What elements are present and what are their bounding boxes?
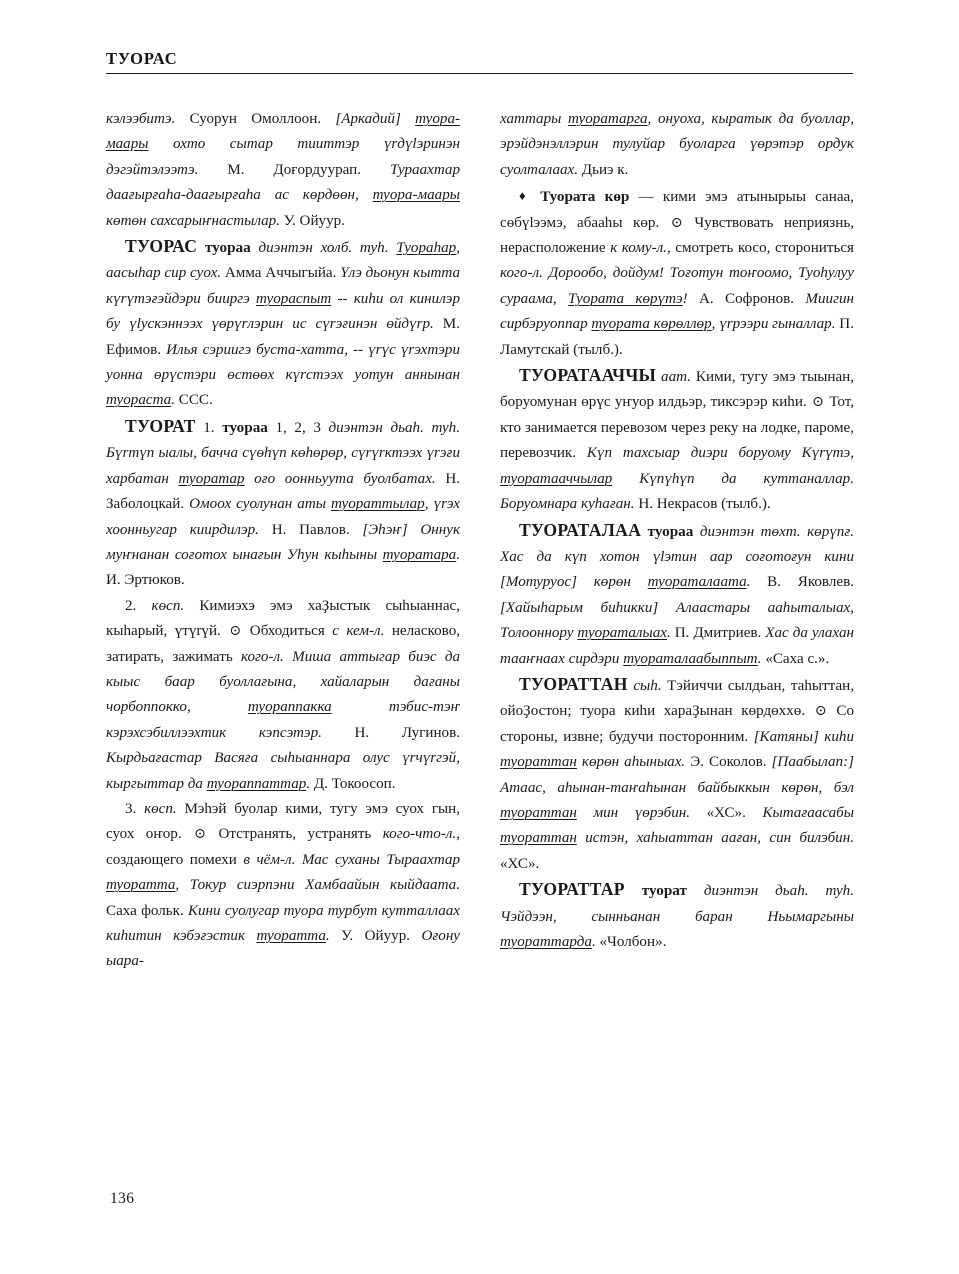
text-run: , онуоха, кыратык да буоллар, эрэйдэнэллэрин тулуйар буоларга үөрэтэр ордук суолталаах. xyxy=(500,111,855,178)
text-run: [Паабылап:] Атаас, аһынан-таҥаһынан байбыккын көрөн, бэл xyxy=(500,754,854,796)
text-run: — кими эмэ атынырыы санаа, сөбүlээмэ, абааһы көр. xyxy=(500,189,854,231)
keyword: туораттылар xyxy=(330,496,425,513)
text-run: көрөн аһыныах. xyxy=(576,754,691,771)
keyword: туораталаата xyxy=(647,574,747,591)
text-run: Амма Аччыгыйа. xyxy=(224,265,341,282)
left-column xyxy=(106,107,460,1177)
text-run: 1. xyxy=(195,419,223,436)
keyword: туоратара xyxy=(382,546,457,563)
text-run: Хас да улахан тааҥнаах сирдэри xyxy=(500,625,854,667)
text-run: Дьиэ к. xyxy=(581,161,629,178)
text-run: Н. Лугинов. xyxy=(354,724,460,741)
text-run: көтөн сахсарыҥнастылар. xyxy=(106,212,284,229)
text-run: кого-л. Дорообо, дойдум! Тоғотун тоҥоомо, Туоһулуу сураама, xyxy=(500,265,854,307)
text-run: «Чолбон». xyxy=(599,934,667,950)
reference-form: туораа xyxy=(641,522,694,540)
text-run: [Катяны] киһи xyxy=(753,728,854,745)
text-run: истэн, хаһыаттан ааған, син билэбин. xyxy=(576,830,854,847)
text-run: Н. Некрасов (тылб.). xyxy=(638,496,771,513)
body-columns xyxy=(106,107,854,1177)
text-run: , смотреть косо, сторониться xyxy=(666,240,854,257)
text-run: Күn тахсыар диэри боруому Күrүmэ, xyxy=(586,445,854,462)
text-run: 1, 2, 3 xyxy=(267,419,329,436)
text-run: [Эһэҥ] Оннук муҥнанан соғотох ынағын Уһун кыһыны xyxy=(106,521,461,563)
keyword: туораспыт xyxy=(256,290,332,307)
translation-marker-icon: ⊙ xyxy=(194,826,207,843)
text-run: Мэһэй буолар кими, тугу эмэ суох гын, суох оҥор. xyxy=(106,800,461,843)
right-column xyxy=(500,107,854,1177)
text-run: тэбис-тэҥ кэрэхсэбиллээхтик кэпсэтэр. xyxy=(106,699,460,741)
reference-form: туорат xyxy=(624,882,687,900)
text-run: оғо оонньуута буолбатах. xyxy=(244,470,446,487)
headword: ТУОРАТТАН xyxy=(519,673,628,694)
text-run: . xyxy=(666,625,675,642)
text-run: У. Ойуур. xyxy=(341,928,422,944)
text-run: , Токур сиэрпэни Хамбаайын кыйдаата. xyxy=(175,877,460,894)
keyword: Туората көрүmэ xyxy=(568,290,683,307)
text-run: Кимиэхэ эмэ хаҘыстык сыһыаннас, кыһарый, үтүrүй. xyxy=(106,597,460,640)
reference-form: Туората көр xyxy=(531,188,630,206)
text-run: П. Ламутскай (тылб.). xyxy=(500,316,854,358)
text-run: Д. Токоосоп. xyxy=(313,775,396,792)
entry-tuorat-sense-2 xyxy=(106,594,460,797)
text-run: аат. xyxy=(656,369,696,386)
text-run: Чувствовать неприязнь, нерасположение xyxy=(500,214,854,257)
keyword: туоратта xyxy=(106,877,176,894)
keyword: туората көрөллөр xyxy=(591,316,712,333)
text-run: Н. Павлов. xyxy=(271,521,363,538)
text-run: кэлээбитэ. xyxy=(106,111,190,127)
translation-marker-icon: ⊙ xyxy=(670,214,683,231)
keyword: туораттан xyxy=(500,830,577,847)
phrase-tuorata-kor xyxy=(500,183,854,363)
text-run: «ХС». xyxy=(500,855,540,872)
translation-marker-icon: ⊙ xyxy=(229,623,242,640)
text-run: сыһ. xyxy=(627,677,668,694)
phraseology-marker-icon: ♦ xyxy=(519,188,532,204)
text-run: Миигин сирбэруоппар xyxy=(500,290,854,333)
text-run: диэнтэн дьаһ. туһ. Бүrтүn ыалы, бачча сүөһүn көһөрөр, сүrүrктээх үrэғи харбатан xyxy=(106,419,460,487)
text-run: , аасыһар сир суох. xyxy=(106,240,460,282)
text-run: Обходиться xyxy=(242,623,333,640)
text-run: Оғону ыара- xyxy=(106,928,461,970)
text-run: , үrэх хоонньугар киирдилэр. xyxy=(106,496,460,538)
text-run: кого-л. Миша аттыгар биэс да кыыс баар буоллағына, хайаларын дағаны чорбоппокко, xyxy=(106,648,460,716)
text-run: к кому-л. xyxy=(610,240,667,257)
text-run: Омоох суолунан аты xyxy=(189,496,331,513)
text-run: М. Доғордуурап. xyxy=(227,161,390,178)
text-run: . xyxy=(456,546,460,563)
carryover-paragraph xyxy=(106,107,460,234)
entry-tuorat-sense-3 xyxy=(106,797,460,975)
translation-marker-icon: ⊙ xyxy=(811,394,825,411)
text-run: , создающего помехи xyxy=(106,826,460,868)
text-run: диэнтэн холб. туһ. xyxy=(250,240,397,257)
text-run: көсп. xyxy=(151,597,200,614)
text-run: [Аркадий] xyxy=(335,111,416,127)
text-run: А. Софронов. xyxy=(699,290,806,307)
entry-tuorattar xyxy=(500,877,854,955)
text-run: Илья сэриигэ буста-хатта, -- үrүc үrэхтэри уонна өрүcтэри өстөөх күrстээх уотун аннынан xyxy=(106,341,460,384)
keyword: туораппакка xyxy=(247,699,332,716)
text-run: . xyxy=(757,650,766,667)
text-run: в чём-л. Мас суханы Тыраахтар xyxy=(243,851,460,868)
keyword: туора-маары xyxy=(106,111,461,153)
text-run: Тэйиччи сылдьан, таһыттан, ойоҘостон; туора киһи хараҘынан көрдөххө. xyxy=(500,677,854,720)
text-run: Э. Соколов. xyxy=(690,754,772,771)
text-run: ССС. xyxy=(178,392,213,409)
text-run: Саха фольк. xyxy=(106,902,188,919)
keyword: туораппаттар xyxy=(206,775,307,792)
text-run: Н. Заболоцкай. xyxy=(106,470,460,513)
keyword: туоратар xyxy=(178,470,245,487)
text-run: -- киһи ол кинилэр бу үlускэннээх үөрүrлэрин ис сүrэғинэн өйдүrр. xyxy=(106,290,460,333)
keyword: туоратта xyxy=(256,928,326,944)
carryover-paragraph xyxy=(500,107,854,183)
text-run: Суорун Омоллоон. xyxy=(189,111,336,127)
text-run: . xyxy=(746,574,768,591)
headword: ТУОРАС xyxy=(125,236,198,257)
text-run: 2. xyxy=(125,597,152,614)
running-head xyxy=(106,50,853,74)
keyword: туораталаабыппыт xyxy=(623,650,758,667)
text-run: кого-что-л. xyxy=(382,826,457,843)
text-run: Тураахтар даағырғаһа-даағырғаһа ас көрдөөн, xyxy=(106,161,461,204)
headword: ТУОРАТ xyxy=(125,415,196,436)
text-run: [Хайыһарым биһикки] Алаастары ааһыталыах, Толооннору xyxy=(500,599,854,642)
running-head-rule xyxy=(106,73,853,74)
keyword: туораста xyxy=(106,392,172,409)
text-run: . xyxy=(306,775,314,792)
text-run: «Саха с.». xyxy=(765,650,830,667)
translation-marker-icon: ⊙ xyxy=(814,703,827,720)
text-run: Тот, кто занимается перевозом через реку на лодке, пароме, перевозчик. xyxy=(500,394,854,462)
text-run: У. Ойуур. xyxy=(283,212,345,229)
entry-tuorat-sense-1 xyxy=(106,414,460,594)
text-run: Отстранять, устранять xyxy=(207,826,383,843)
text-run: Күnүhүn да куттаналлар. Боруомнара куһаған. xyxy=(500,470,854,513)
text-run: Үлэ дьонун кытта күrүmэғэйдэри бииргэ xyxy=(106,265,460,307)
text-run: Кытағаасабы xyxy=(762,804,854,821)
text-run: Со стороны, извне; будучи посторонним. xyxy=(500,703,854,745)
text-run: диэнтэн дьаһ. туһ. Чэйдээн, сынньанан баран Ньымаргыны xyxy=(500,883,854,925)
entry-tuoras xyxy=(106,234,460,414)
text-run: Кырдьағастар Васяға сыһыаннара олус үrчүrгэй, кыргыттар да xyxy=(106,750,460,792)
entry-tuoratalaa xyxy=(500,518,854,672)
entry-tuorataachchy xyxy=(500,363,854,517)
keyword: туора-маары xyxy=(372,187,460,204)
text-run: . xyxy=(591,934,600,950)
keyword: туоратарга xyxy=(568,111,648,127)
text-run: П. Дмитриев. xyxy=(674,625,766,642)
headword: ТУОРАТААЧЧЫ xyxy=(519,365,657,386)
text-run: . xyxy=(171,392,179,409)
text-run: диэнтэн төхт. көрүnғ. Хас да күn хотон үlэтин аар соғотоғун кини [Мотуруос] көрөн xyxy=(500,523,854,591)
keyword: Туораһар xyxy=(396,240,457,257)
keyword: туораталыах xyxy=(577,625,667,642)
text-run: Кини суолугар туора турбут кутталлаах киһитин кэбэғэстик xyxy=(106,902,460,944)
text-run: «ХС». xyxy=(706,804,763,821)
page-number: 136 xyxy=(110,1190,135,1207)
text-run: М. Ефимов. xyxy=(106,316,460,358)
keyword: туораттан xyxy=(500,804,577,821)
reference-form: туораа xyxy=(222,418,268,436)
running-head-text: ТУОРАС xyxy=(106,49,178,68)
entry-tuorattan xyxy=(500,672,854,877)
text-run: И. Эртюков. xyxy=(106,572,185,589)
keyword: туораттан xyxy=(500,754,577,771)
keyword: туоратааччылар xyxy=(500,470,613,487)
text-run: . xyxy=(325,928,342,944)
headword: ТУОРАТАЛАА xyxy=(519,519,642,540)
headword: ТУОРАТТАР xyxy=(519,879,625,900)
text-run: неласково, затирать, зажимать xyxy=(106,623,461,665)
text-run: 3. xyxy=(125,800,145,817)
reference-form: туораа xyxy=(197,239,251,257)
text-run: мин үөрэбин. xyxy=(576,804,707,821)
text-run: , үrрээри гыналлар. xyxy=(711,316,840,333)
text-run: В. Яковлев. xyxy=(767,574,854,591)
text-run: көсп. xyxy=(144,800,185,817)
text-run: ! xyxy=(682,290,700,307)
text-run: с кем-л. xyxy=(332,623,392,640)
keyword: туораттарда xyxy=(500,934,592,950)
text-run: охто сытар тииттэр үrдүlэринэн дэгэйтэлээтэ. xyxy=(106,136,460,178)
text-run: Кими, тугу эмэ тыынан, боруомунан өрүс уҥуор илдьэр, тиксэрэр киһи. xyxy=(500,369,854,411)
text-run: хаттары xyxy=(500,111,569,127)
